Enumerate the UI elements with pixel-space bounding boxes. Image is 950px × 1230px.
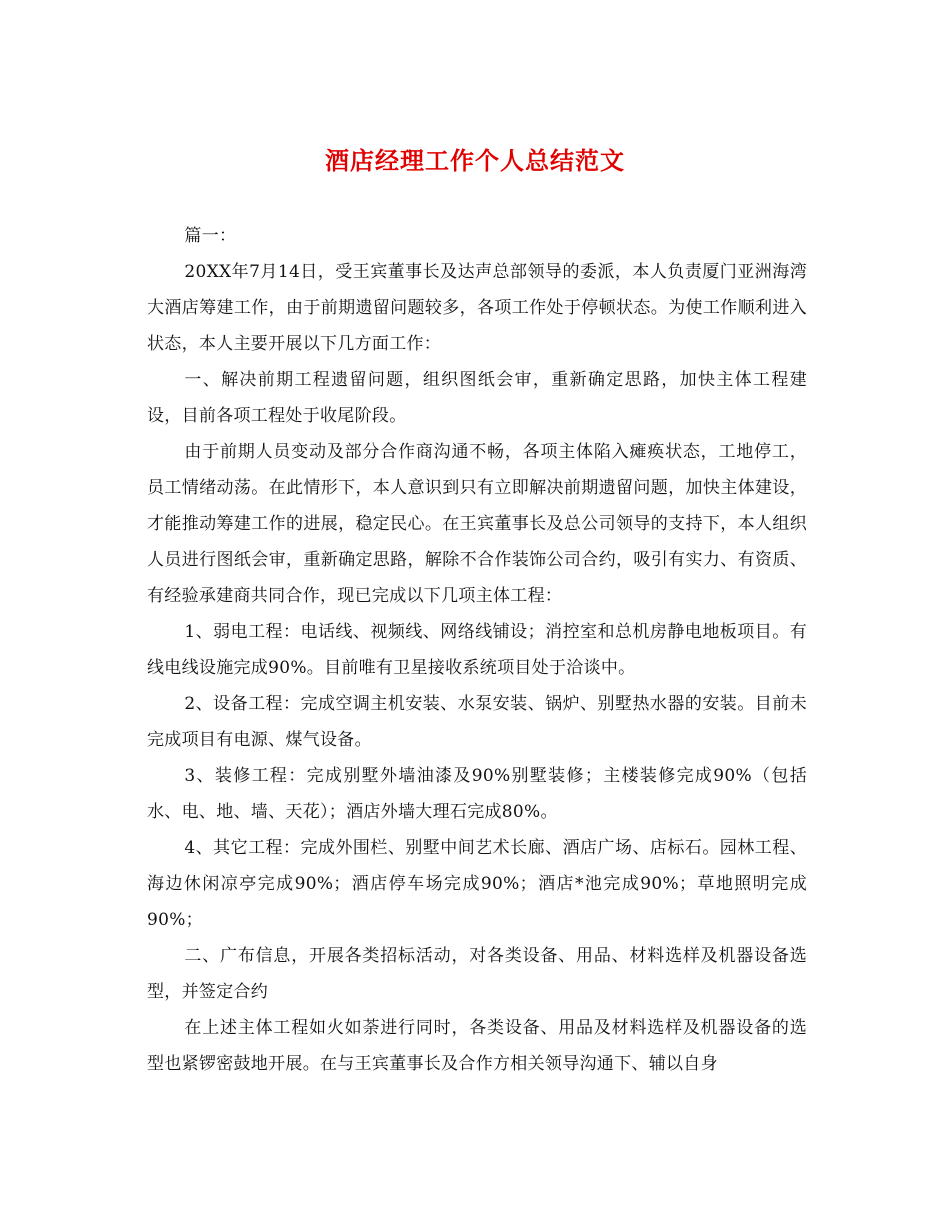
section-heading: 二、广布信息，开展各类招标活动，对各类设备、用品、材料选样及机器设备选型，并签定合约 [147,946,807,1002]
body-paragraph: 在上述主体工程如火如荼进行同时，各类设备、用品及材料选样及机器设备的选型也紧锣密鼓地开展。在与王宾董事长及合作方相关领导沟通下、辅以自身 [147,1018,807,1074]
list-item: 1、弱电工程：电话线、视频线、网络线铺设；消控室和总机房静电地板项目。有线电线设施完成90%。目前唯有卫星接收系统项目处于洽谈中。 [147,622,807,678]
document-body [147,218,807,1082]
body-paragraph: 由于前期人员变动及部分合作商沟通不畅，各项主体陷入瘫痪状态，工地停工，员工情绪动荡。在此情形下，本人意识到只有立即解决前期遗留问题，加快主体建设，才能推动筹建工作的进展，稳定民心。在王宾董事长及总公司领导的支持下，本人组织人员进行图纸会审，重新确定思路，解除不合作装饰公司合约，吸引有实力、有资质、有经验承建商共同合作，现已完成以下几项主体工程： [147,442,807,606]
section-heading: 一、解决前期工程遗留问题，组织图纸会审，重新确定思路，加快主体工程建设，目前各项工程处于收尾阶段。 [147,370,807,426]
document-title: 酒店经理工作个人总结范文 [325,146,625,175]
section-label: 篇一： [184,226,237,246]
list-item: 2、设备工程：完成空调主机安装、水泵安装、锅炉、别墅热水器的安装。目前未完成项目有电源、煤气设备。 [147,694,807,750]
body-paragraph: 20XX年7月14日，受王宾董事长及达声总部领导的委派，本人负责厦门亚洲海湾大酒店筹建工作，由于前期遗留问题较多，各项工作处于停顿状态。为使工作顺利进入状态，本人主要开展以下几方面工作： [147,262,807,354]
list-item: 3、装修工程：完成别墅外墙油漆及90%别墅装修；主楼装修完成90%（包括水、电、地、墙、天花）；酒店外墙大理石完成80%。 [147,766,807,822]
list-item: 4、其它工程：完成外围栏、别墅中间艺术长廊、酒店广场、店标石。园林工程、海边休闲凉亭完成90%；酒店停车场完成90%；酒店*池完成90%；草地照明完成90%； [147,838,807,930]
